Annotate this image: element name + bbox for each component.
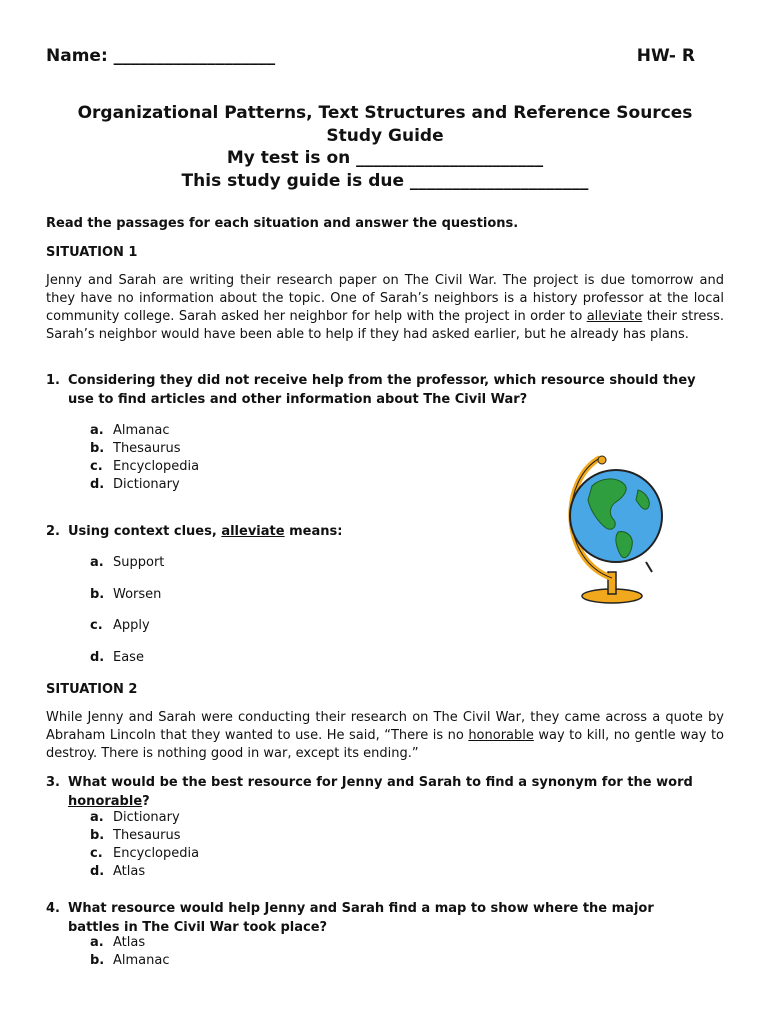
option-letter: d.	[90, 477, 105, 492]
option-b	[90, 828, 181, 843]
question-underlined-word: alleviate	[221, 524, 285, 539]
option-c	[90, 459, 199, 474]
situation-1-passage	[46, 272, 724, 344]
passage-text: Jenny and Sarah are writing their research paper on The Civil War. The project is due tomorrow and they have no information about the topic. One of Sarah’s neighbors is a history professor at the local community college. Sarah asked her neighbor for help with the project in order to	[46, 273, 724, 324]
option-text: Almanac	[113, 953, 170, 968]
passage-text: way to kill, no gentle way to destroy. There is nothing good in war, except its ending.”	[46, 728, 724, 761]
option-b	[90, 587, 161, 602]
option-letter: a.	[90, 555, 104, 570]
situation-1-heading: SITUATION 1	[46, 245, 138, 260]
question-text: What resource would help Jenny and Sarah find a map to show where the major battles in The Civil War took place?	[68, 901, 654, 935]
option-letter: c.	[90, 459, 103, 474]
option-a	[90, 935, 145, 950]
question-text	[68, 773, 706, 811]
option-d	[90, 864, 145, 879]
hw-label: HW- R	[636, 46, 695, 66]
option-d	[90, 650, 144, 665]
question-text-part: What would be the best resource for Jenny and Sarah to find a synonym for the word	[68, 775, 693, 790]
option-b	[90, 953, 170, 968]
title-block	[0, 102, 770, 192]
option-letter: d.	[90, 650, 105, 665]
option-text: Encyclopedia	[113, 459, 200, 474]
option-c	[90, 618, 150, 633]
option-letter: d.	[90, 864, 105, 879]
option-b	[90, 441, 181, 456]
header-row	[46, 46, 695, 66]
question-text-part: ?	[142, 794, 150, 809]
question-number: 3.	[46, 775, 60, 790]
question-text: Considering they did not receive help from the professor, which resource should they use to find articles and other information about The Civil War?	[68, 373, 696, 407]
option-text: Encyclopedia	[113, 846, 200, 861]
option-letter: b.	[90, 828, 105, 843]
situation-2-passage	[46, 709, 724, 763]
situation-2-heading: SITUATION 2	[46, 682, 138, 697]
question-3	[46, 773, 706, 811]
question-number: 4.	[46, 901, 60, 916]
question-1	[46, 371, 706, 409]
instructions: Read the passages for each situation and answer the questions.	[46, 216, 519, 231]
option-text: Almanac	[113, 423, 170, 438]
option-letter: b.	[90, 953, 105, 968]
option-letter: a.	[90, 935, 104, 950]
due-date-line: This study guide is due _____________________	[181, 170, 589, 191]
option-d	[90, 477, 180, 492]
option-letter: b.	[90, 441, 105, 456]
option-letter: a.	[90, 423, 104, 438]
option-a	[90, 810, 180, 825]
question-text-part: means:	[289, 524, 343, 539]
option-c	[90, 846, 199, 861]
option-text: Atlas	[113, 864, 146, 879]
option-text: Atlas	[113, 935, 146, 950]
passage-underlined-word: honorable	[468, 728, 534, 743]
option-letter: a.	[90, 810, 104, 825]
question-number: 2.	[46, 524, 60, 539]
page-subtitle: Study Guide	[326, 125, 444, 146]
option-letter: c.	[90, 618, 103, 633]
question-text-part: Using context clues,	[68, 524, 217, 539]
page-title: Organizational Patterns, Text Structures and Reference Sources	[77, 103, 693, 123]
name-label: Name: ___________________	[46, 46, 276, 66]
option-text: Support	[113, 555, 165, 570]
option-a	[90, 555, 164, 570]
question-4	[46, 899, 706, 937]
option-letter: c.	[90, 846, 103, 861]
passage-text: While Jenny and Sarah were conducting their research on The Civil War, they came across a quote by Abraham Lincoln that they wanted to use. He said, “There is no	[46, 710, 724, 743]
option-letter: b.	[90, 587, 105, 602]
question-number: 1.	[46, 373, 60, 388]
option-text: Dictionary	[113, 810, 180, 825]
question-underlined-word: honorable	[68, 794, 143, 809]
passage-text: their stress. Sarah’s neighbor would have been able to help if they had asked earlier, but he already has plans.	[46, 309, 724, 342]
test-date-line: My test is on ______________________	[226, 148, 544, 168]
option-text: Apply	[113, 618, 150, 633]
option-a	[90, 423, 170, 438]
option-text: Ease	[113, 650, 144, 665]
globe-icon	[560, 450, 670, 608]
option-text: Dictionary	[113, 477, 180, 492]
option-text: Worsen	[113, 587, 162, 602]
option-text: Thesaurus	[113, 441, 181, 456]
option-text: Thesaurus	[113, 828, 181, 843]
passage-underlined-word: alleviate	[586, 309, 643, 324]
